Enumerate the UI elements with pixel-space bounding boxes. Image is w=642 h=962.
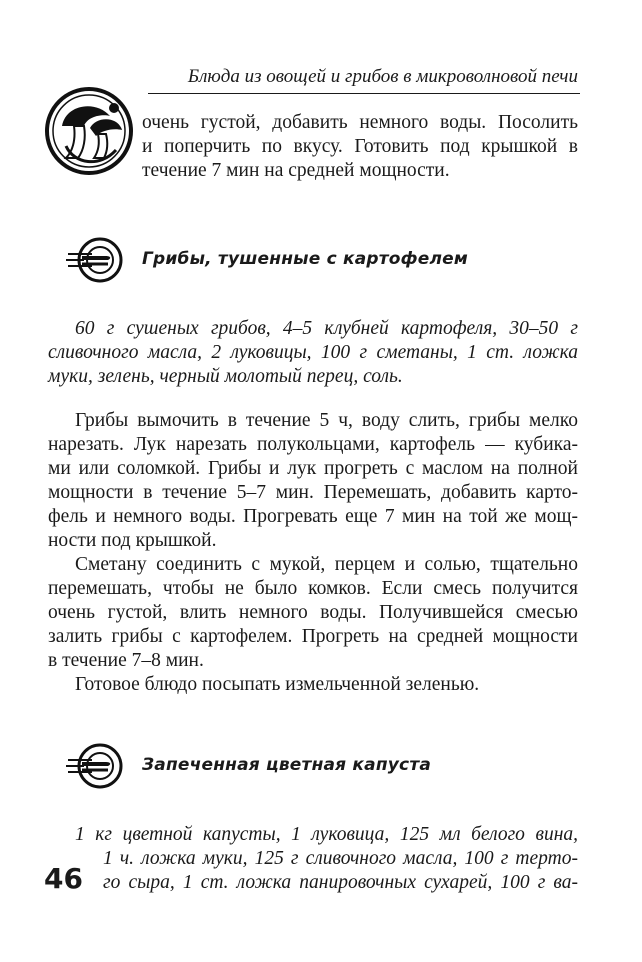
ingredients-line: муки, зелень, черный молотый перец, соль. xyxy=(48,366,403,387)
text-line: в течение 7–8 мин. xyxy=(48,650,204,671)
text-line: Грибы вымочить в течение 5 ч, воду слить, грибы мелко xyxy=(75,410,578,431)
text-line: залить грибы с картофелем. Прогреть на средней мощности xyxy=(48,626,578,647)
text-line: течение 7 мин на средней мощности. xyxy=(142,160,450,181)
text-line: перемешать, чтобы не было комков. Если смесь получится xyxy=(48,578,578,599)
text-line: ми или соломкой. Грибы и лук прогреть с маслом на полной xyxy=(48,458,578,479)
text-line: мощности в течение 5–7 мин. Перемешать, добавить карто- xyxy=(48,482,578,503)
mushroom-emblem-icon xyxy=(44,86,134,176)
text-line: нарезать. Лук нарезать полукольцами, картофель — кубика- xyxy=(48,434,578,455)
text-line: фель и немного воды. Прогревать еще 7 мин на той же мощ- xyxy=(48,506,578,527)
text-line: Готовое блюдо посыпать измельченной зеленью. xyxy=(75,674,480,695)
text-line: ности под крышкой. xyxy=(48,530,217,551)
ingredients-line: сливочного масла, 2 луковицы, 100 г сметаны, 1 ст. ложка xyxy=(48,342,578,363)
text-line: Сметану соединить с мукой, перцем и солью, тщательно xyxy=(75,554,578,575)
ingredients-line: 1 кг цветной капусты, 1 луковица, 125 мл белого вина, xyxy=(75,824,578,845)
text-line: очень густой, влить немного воды. Получившейся смесью xyxy=(48,602,578,623)
recipe-title: Запеченная цветная капуста xyxy=(142,755,432,775)
plate-cutlery-icon xyxy=(62,236,128,284)
text-line: и поперчить по вкусу. Готовить под крышкой в xyxy=(142,136,578,157)
ingredients-line: го сыра, 1 ст. ложка панировочных сухарей, 100 г ва- xyxy=(103,872,578,893)
header-rule xyxy=(148,93,580,94)
page-number: 46 xyxy=(44,862,83,895)
ingredients-line: 1 ч. ложка муки, 125 г сливочного масла, 100 г терто- xyxy=(103,848,578,869)
ingredients-line: 60 г сушеных грибов, 4–5 клубней картофеля, 30–50 г xyxy=(75,318,578,339)
text-line: очень густой, добавить немного воды. Посолить xyxy=(142,112,578,133)
recipe-title: Грибы, тушенные с картофелем xyxy=(142,249,468,269)
running-head: Блюда из овощей и грибов в микроволновой печи xyxy=(187,66,578,87)
plate-cutlery-icon xyxy=(62,742,128,790)
